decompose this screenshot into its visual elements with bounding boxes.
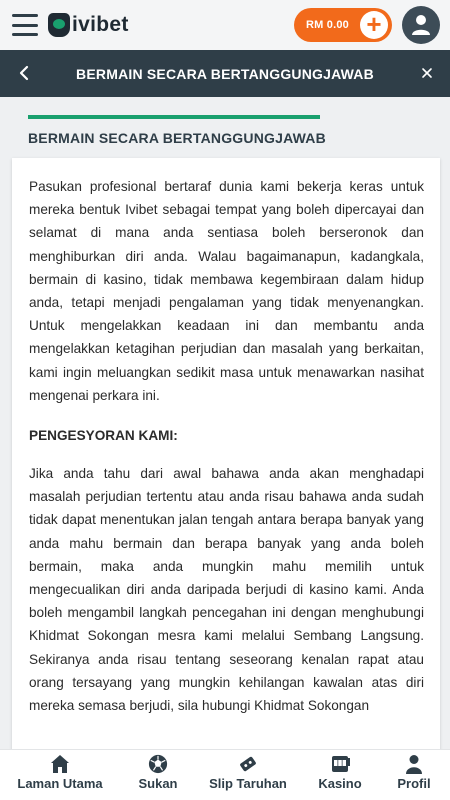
bottom-nav <box>0 749 450 800</box>
nav-label-profil: Profil <box>397 776 431 791</box>
content-area[interactable] <box>0 97 450 749</box>
content-card <box>12 158 440 749</box>
balance-button[interactable] <box>294 8 392 42</box>
recommendations-paragraph: Jika anda tahu dari awal bahawa anda akan menghadapi masalah perjudian tertentu atau anda risau bahawa anda sudah tidak dapat menentukan jalan tengah antara berapa banyak yang anda mahu bermain dan berapa banyak yang anda boleh bermain, maka anda mungkin mahu memilih untuk mengecualikan diri anda daripada berjudi di kasino kami. Anda boleh mengambil langkah pencegahan ini dengan menghubungi Khidmat Sokongan mesra kami melalui Sembang Langsung. Sekiranya anda risau tentang seseorang kenalan rapat atau orang tersayang yang mungkin kehilangan kawalan atas diri mereka semasa berjudi, sila hubungi Khidmat Sokongan <box>29 466 424 714</box>
bet-slip-icon <box>237 754 259 774</box>
soccer-ball-icon <box>147 754 169 774</box>
logo[interactable] <box>48 11 129 39</box>
intro-paragraph: Pasukan profesional bertaraf dunia kami bekerja keras untuk mereka bentuk Ivibet sebagai tempat yang boleh dipercayai dan selamat di mana anda sentiasa boleh berseronok dan menghiburkan diri anda. Walau bagaimanapun, kadangkala, bermain di kasino, tidak membawa kegembiraan dalam hidup anda, tetapi menjadi pengalaman yang tidak menyenangkan. Untuk mengelakkan keadaan ini dan membantu anda mengelakkan ketagihan perjudian dan masalah yang berkaitan, kami ingin meluangkan sedikit masa untuk menawarkan nasihat mengenai perkara ini. <box>29 179 424 403</box>
nav-item-laman-utama[interactable] <box>10 750 110 791</box>
nav-label-sukan: Sukan <box>138 776 178 791</box>
home-icon <box>49 754 71 774</box>
chevron-left-icon[interactable] <box>14 62 36 84</box>
recommendations-heading: PENGESYORAN KAMI: <box>29 428 178 444</box>
top-bar <box>0 0 450 50</box>
logo-text: ivibet <box>72 13 129 36</box>
logo-mark-icon <box>48 13 70 37</box>
section-title: BERMAIN SECARA BERTANGGUNGJAWAB <box>28 130 326 146</box>
balance-amount: RM 0.00 <box>306 19 349 31</box>
slot-machine-icon <box>329 754 351 774</box>
nav-item-kasino[interactable] <box>310 750 370 791</box>
nav-label-slip-taruhan: Slip Taruhan <box>209 776 287 791</box>
close-icon[interactable] <box>416 62 438 84</box>
plus-icon[interactable]: + <box>360 11 388 39</box>
section-accent-bar <box>28 115 320 119</box>
page-title-bar <box>0 50 450 97</box>
nav-item-sukan[interactable] <box>128 750 188 791</box>
user-icon[interactable] <box>402 6 440 44</box>
nav-item-profil[interactable] <box>386 750 442 791</box>
hamburger-menu-icon[interactable] <box>12 14 38 36</box>
nav-label-laman-utama: Laman Utama <box>17 776 103 791</box>
page-title: BERMAIN SECARA BERTANGGUNGJAWAB <box>76 65 374 82</box>
profile-icon <box>403 754 425 774</box>
nav-item-slip-taruhan[interactable] <box>200 750 296 791</box>
nav-label-kasino: Kasino <box>318 776 362 791</box>
